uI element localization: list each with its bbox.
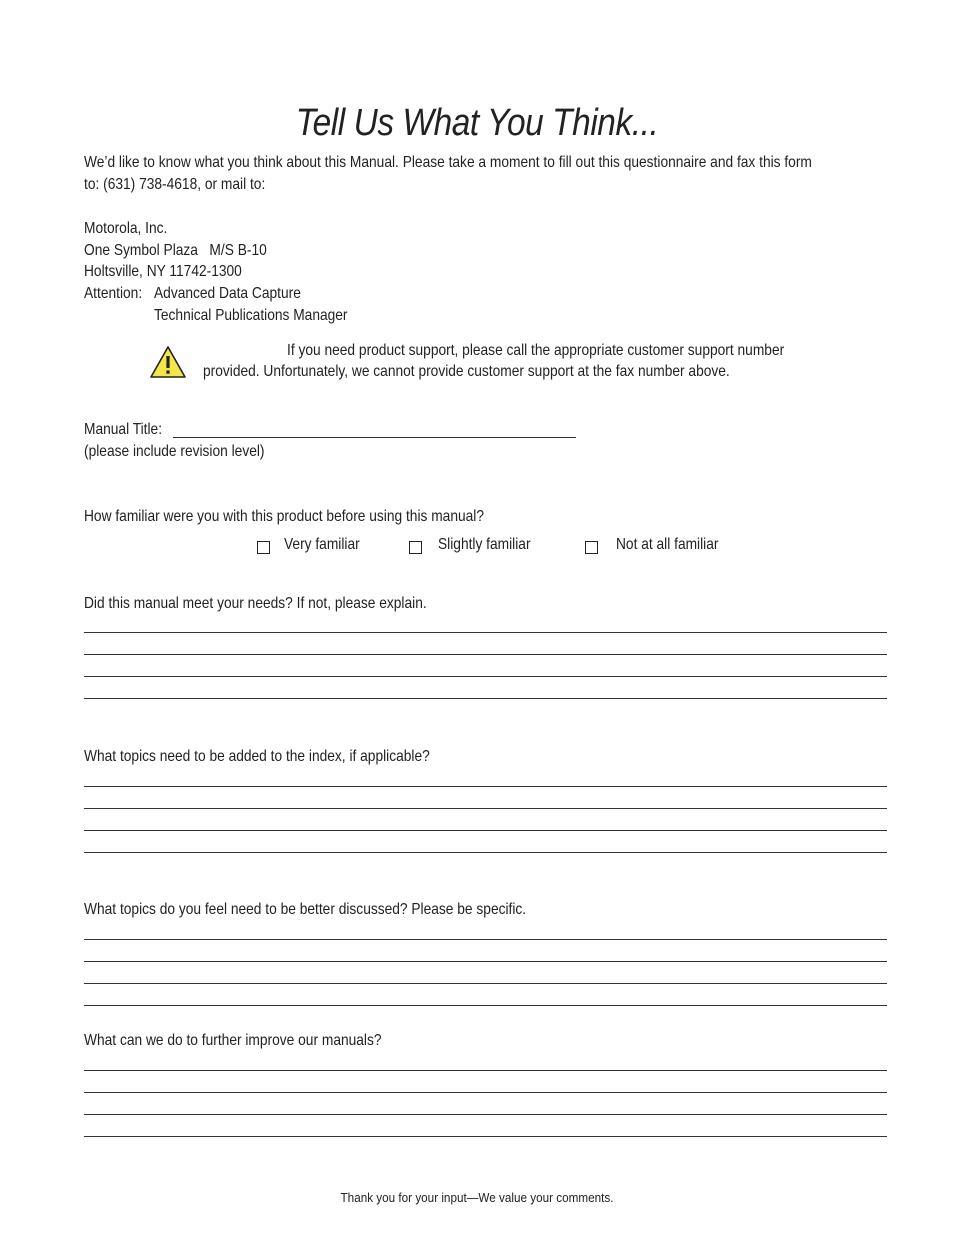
question-3: What topics do you feel need to be better discussed? Please be specific. xyxy=(84,901,527,918)
intro-line-2: to: (631) 738-4618, or mail to: xyxy=(84,176,266,193)
address-street: One Symbol Plaza M/S B-10 xyxy=(84,242,267,259)
answer-line[interactable] xyxy=(84,786,887,787)
attention-line-2: Technical Publications Manager xyxy=(154,307,348,324)
answer-line[interactable] xyxy=(84,1136,887,1137)
attention-label: Attention: xyxy=(84,285,143,302)
attention-line-1: Advanced Data Capture xyxy=(154,285,301,302)
question-1: Did this manual meet your needs? If not, please explain. xyxy=(84,595,427,612)
answer-line[interactable] xyxy=(84,632,887,633)
page-title: Tell Us What You Think... xyxy=(295,102,659,144)
warning-line-2: provided. Unfortunately, we cannot provide customer support at the fax number above. xyxy=(203,363,730,380)
answer-line[interactable] xyxy=(84,1092,887,1093)
warning-line-1: If you need product support, please call the appropriate customer support number xyxy=(287,342,785,359)
answer-line[interactable] xyxy=(84,676,887,677)
answer-line[interactable] xyxy=(84,961,887,962)
manual-title-label: Manual Title: xyxy=(84,421,163,438)
checkbox-slightly-familiar[interactable] xyxy=(409,541,422,554)
question-2: What topics need to be added to the index, if applicable? xyxy=(84,748,430,765)
intro-line-1: We’d like to know what you think about this Manual. Please take a moment to fill out this questionnaire and fax this form xyxy=(84,154,812,171)
question-4: What can we do to further improve our manuals? xyxy=(84,1032,382,1049)
option-slightly-familiar-label: Slightly familiar xyxy=(438,536,531,553)
answer-line[interactable] xyxy=(84,1005,887,1006)
answer-line[interactable] xyxy=(84,939,887,940)
answer-line[interactable] xyxy=(84,654,887,655)
manual-title-field[interactable] xyxy=(173,437,576,438)
answer-line[interactable] xyxy=(84,808,887,809)
warning-triangle-icon xyxy=(149,345,187,379)
footer-note: Thank you for your input—We value your comments. xyxy=(340,1190,614,1205)
answer-line[interactable] xyxy=(84,830,887,831)
answer-line[interactable] xyxy=(84,1114,887,1115)
answer-line[interactable] xyxy=(84,698,887,699)
address-city: Holtsville, NY 11742-1300 xyxy=(84,263,242,280)
address-company: Motorola, Inc. xyxy=(84,220,168,237)
option-not-at-all-familiar-label: Not at all familiar xyxy=(616,536,719,553)
checkbox-not-at-all-familiar[interactable] xyxy=(585,541,598,554)
manual-title-note: (please include revision level) xyxy=(84,443,265,460)
option-very-familiar-label: Very familiar xyxy=(284,536,360,553)
checkbox-very-familiar[interactable] xyxy=(257,541,270,554)
answer-line[interactable] xyxy=(84,983,887,984)
answer-line[interactable] xyxy=(84,852,887,853)
answer-line[interactable] xyxy=(84,1070,887,1071)
familiarity-question: How familiar were you with this product before using this manual? xyxy=(84,508,484,525)
